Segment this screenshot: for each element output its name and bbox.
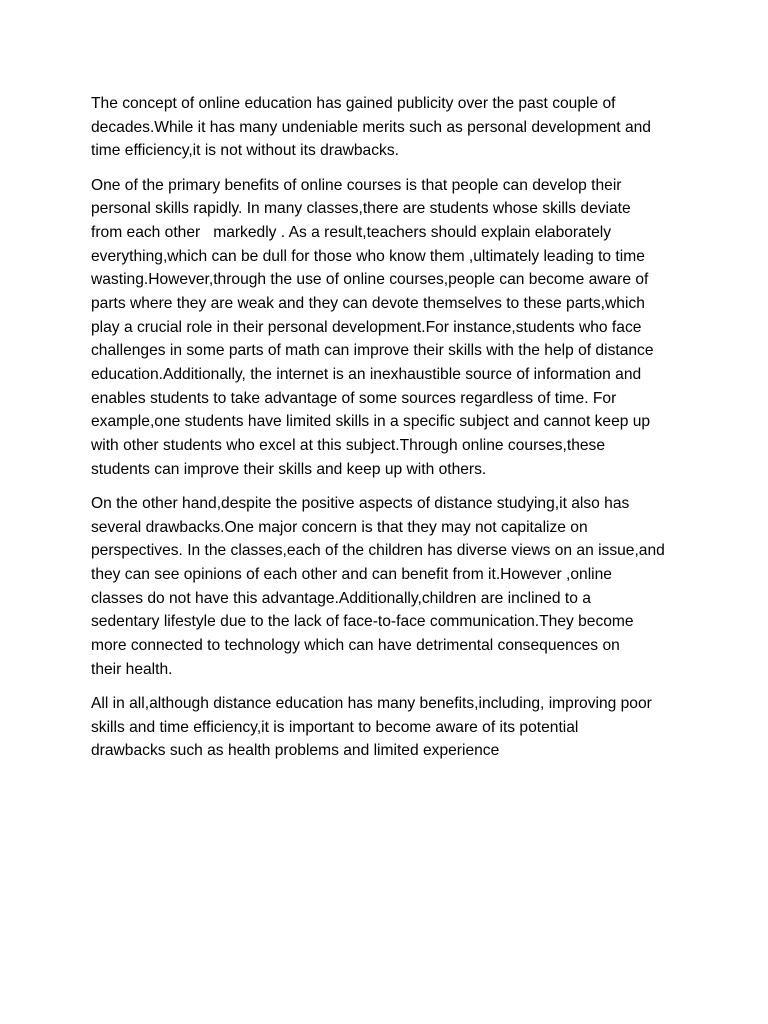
text-line: personal skills rapidly. In many classes,there are students whose skills deviate xyxy=(91,200,631,218)
paragraph-benefits xyxy=(91,174,691,482)
text-line: decades.While it has many undeniable merits such as personal development and xyxy=(91,118,651,136)
text-line: time efficiency,it is not without its drawbacks. xyxy=(91,142,399,160)
text-line: several drawbacks.One major concern is that they may not capitalize on xyxy=(91,518,588,536)
document-body xyxy=(91,92,691,774)
text-line: play a crucial role in their personal development.For instance,students who face xyxy=(91,318,642,336)
text-line: with other students who excel at this subject.Through online courses,these xyxy=(91,437,606,455)
text-line: All in all,although distance education has many benefits,including, improving poor xyxy=(91,695,652,712)
text-line: skills and time efficiency,it is important to become aware of its potential xyxy=(91,718,579,736)
text-line: classes do not have this advantage.Additionally,children are inclined to a xyxy=(91,589,591,607)
text-line: drawbacks such as health problems and limited experience xyxy=(91,742,500,760)
text-line: they can see opinions of each other and can benefit from it.However ,online xyxy=(91,566,612,584)
text-line: example,one students have limited skills in a specific subject and cannot keep up xyxy=(91,413,651,431)
text-line: enables students to take advantage of some sources regardless of time. For xyxy=(91,389,617,407)
text-line: more connected to technology which can have detrimental consequences on xyxy=(91,637,620,655)
text-line: On the other hand,despite the positive aspects of distance studying,it also has xyxy=(91,495,630,512)
text-line: wasting.However,through the use of online courses,people can become aware of xyxy=(91,271,649,289)
text-line: The concept of online education has gained publicity over the past couple of xyxy=(91,95,616,112)
text-line: sedentary lifestyle due to the lack of face-to-face communication.They become xyxy=(91,613,634,631)
text-line: perspectives. In the classes,each of the children has diverse views on an issue,and xyxy=(91,542,665,560)
text-line: education.Additionally, the internet is an inexhaustible source of information and xyxy=(91,366,642,384)
paragraph-intro xyxy=(91,92,691,163)
text-line: One of the primary benefits of online courses is that people can develop their xyxy=(91,176,622,194)
text-line: everything,which can be dull for those who know them ,ultimately leading to time xyxy=(91,247,645,265)
paragraph-drawbacks xyxy=(91,492,691,682)
text-line: from each other markedly . As a result,teachers should explain elaborately xyxy=(91,223,612,241)
text-line: parts where they are weak and they can devote themselves to these parts,which xyxy=(91,295,645,312)
paragraph-conclusion xyxy=(91,692,691,763)
text-line: students can improve their skills and keep up with others. xyxy=(91,460,487,478)
text-line: challenges in some parts of math can improve their skills with the help of distance xyxy=(91,342,654,360)
text-line: their health. xyxy=(91,660,173,678)
